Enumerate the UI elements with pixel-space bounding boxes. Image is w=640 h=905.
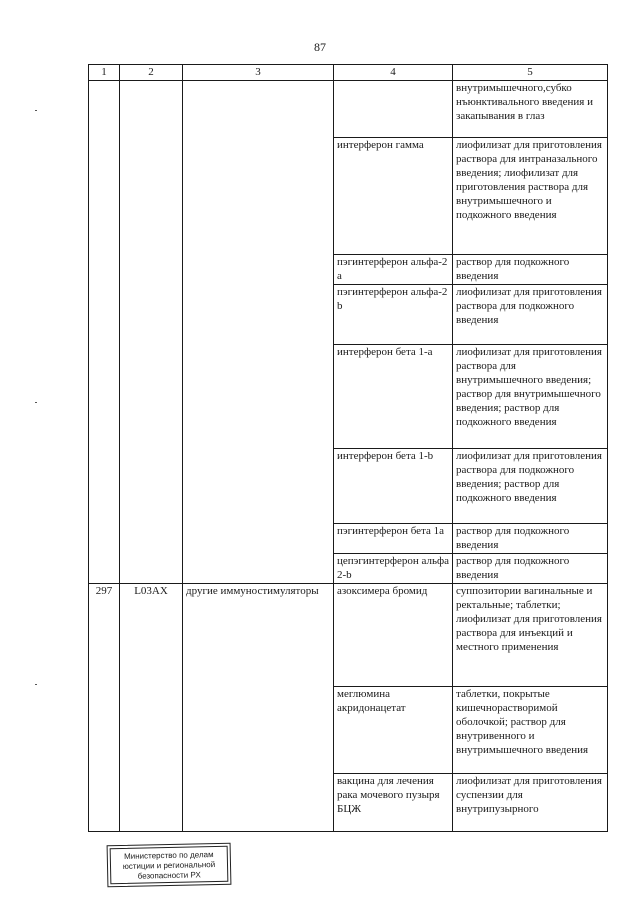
drug-name-cell: пэгинтерферон бета 1а — [334, 524, 453, 554]
header-col-3: 3 — [183, 65, 334, 81]
dosage-form-cell: лиофилизат для приготовления суспензии для внутрипузырного — [453, 774, 608, 832]
table-header-row — [89, 65, 608, 81]
dosage-form-cell: лиофилизат для приготовления раствора для подкожного введения; раствор для подкожного введения — [453, 449, 608, 524]
margin-mark — [35, 110, 37, 111]
dosage-form-cell: таблетки, покрытые кишечнорастворимой оболочкой; раствор для внутривенного и внутримышечного введения — [453, 687, 608, 774]
margin-mark — [35, 402, 37, 403]
stamp-line-1: Министерство по делам — [123, 850, 214, 861]
drug-name-cell: интерферон бета 1-b — [334, 449, 453, 524]
dosage-form-cell: раствор для подкожного введения — [453, 554, 608, 584]
drug-name-cell: азоксимера бромид — [334, 584, 453, 687]
dosage-form-cell: раствор для подкожного введения — [453, 524, 608, 554]
dosage-form-cell: внутримышечного,субко нъюнктивального введения и закапывания в глаз — [453, 81, 608, 138]
dosage-form-cell: лиофилизат для приготовления раствора для внутримышечного введения; раствор для внутримышечного введения; раствор для подкожного введения — [453, 345, 608, 449]
drug-table — [88, 64, 608, 832]
stamp-line-2: юстиции и региональной — [122, 860, 216, 871]
row-number-cell: 297 — [89, 584, 120, 832]
header-col-1: 1 — [89, 65, 120, 81]
dosage-form-cell: суппозитории вагинальные и ректальные; таблетки; лиофилизат для приготовления раствора для инъекций и местного применения — [453, 584, 608, 687]
drug-name-cell: вакцина для лечения рака мочевого пузыря БЦЖ — [334, 774, 453, 832]
stamp-line-3: безопасности РХ — [137, 870, 201, 881]
margin-mark — [35, 684, 37, 685]
drug-name-cell: меглюмина акридонацетат — [334, 687, 453, 774]
ministry-stamp — [110, 846, 229, 884]
group-name-cell — [183, 81, 334, 584]
dosage-form-cell: раствор для подкожного введения — [453, 255, 608, 285]
atc-code-cell — [120, 81, 183, 584]
dosage-form-cell: лиофилизат для приготовления раствора для подкожного введения — [453, 285, 608, 345]
drug-name-cell — [334, 81, 453, 138]
atc-code-cell: L03AX — [120, 584, 183, 832]
row-number-cell — [89, 81, 120, 584]
page-number: 87 — [314, 40, 326, 54]
dosage-form-cell: лиофилизат для приготовления раствора для интраназального введения; лиофилизат для приготовления раствора для внутримышечного и подкожного введения — [453, 138, 608, 255]
drug-name-cell: пэгинтерферон альфа-2 b — [334, 285, 453, 345]
drug-name-cell: цепэгинтерферон альфа 2-b — [334, 554, 453, 584]
header-col-2: 2 — [120, 65, 183, 81]
group-name-cell: другие иммуностимуляторы — [183, 584, 334, 832]
drug-name-cell: интерферон бета 1-а — [334, 345, 453, 449]
table-row — [89, 81, 608, 138]
drug-name-cell: пэгинтерферон альфа-2 а — [334, 255, 453, 285]
drug-name-cell: интерферон гамма — [334, 138, 453, 255]
table-row — [89, 584, 608, 687]
header-col-5: 5 — [453, 65, 608, 81]
header-col-4: 4 — [334, 65, 453, 81]
